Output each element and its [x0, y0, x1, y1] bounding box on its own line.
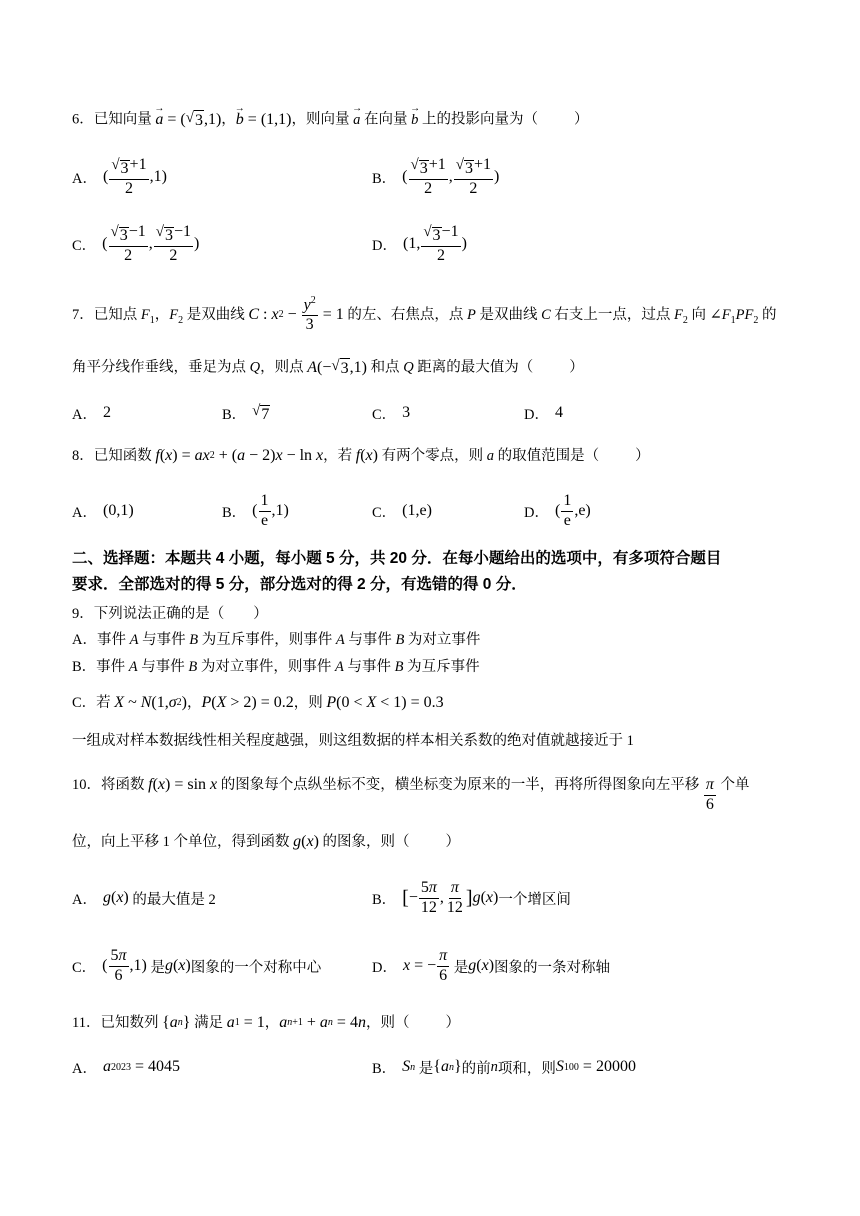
question-9-option-a[interactable]: A．事件 A 与事件 B 为互斥事件，则事件 A 与事件 B 为对立事件: [72, 632, 481, 648]
question-6-options-row2: [72, 224, 792, 264]
question-10-stem-line1: 10．将函数 f ( x ) = sin x 的图象每个点纵坐标不变，横坐标变为原来的一半，再将所得图象向左平移 $\frac{\pi}{6}$ 个单: [72, 776, 750, 813]
question-10-option-a[interactable]: A． g ( x ) 的最大值是 2: [72, 889, 216, 908]
question-6-option-d[interactable]: D． (1, √ 3 −1 2 ): [372, 222, 467, 264]
question-11-option-a[interactable]: A． a 2023 = 4045: [72, 1058, 181, 1077]
question-10-options-row2: [72, 944, 792, 988]
question-9-option-d[interactable]: 一组成对样本数据线性相关程度越强，则这组数据的样本相关系数的绝对值就越接近于 1: [72, 733, 634, 749]
section-2-heading: [72, 546, 792, 598]
question-8-option-d[interactable]: D． ( $\frac{1}{e}$ ,e): [524, 491, 591, 529]
question-8-stem: 8．已知函数 f ( x ) = ax 2 + ( a − 2) x − ln x ，若 f ( x ) 有两个零点，则 a 的取值范围是（ ）: [72, 447, 650, 464]
question-10-option-c[interactable]: C． ( $\frac{5\pi}{6}$ ,1) 是 g ( x ) 图象的一个对称中心: [72, 946, 322, 984]
question-11-option-b[interactable]: B． S n 是 { a n } 的前 n 项和，则 S 100 = 20000: [372, 1058, 636, 1077]
question-7-option-c[interactable]: C． 3: [372, 404, 411, 423]
question-6-stem: 6．已知向量 → a = ( √ 3 ,1)， → b = (1,1)，则向量 → a 在向量 → b 上的投影向量为（ ）: [72, 108, 588, 131]
question-7-stem-line2: 角平分线作垂线，垂足为点 Q，则点 A (− √ 3 ,1) 和点 Q 距离的最大值为（ ）: [72, 358, 584, 377]
question-10-option-b[interactable]: B． [ − $\frac{5\pi}{12}$ , $\frac{\pi}{12}$ ] g ( x ) 一个增区间: [372, 878, 571, 916]
question-8-option-a[interactable]: A． (0,1): [72, 502, 134, 521]
question-7-option-d[interactable]: D． 4: [524, 404, 563, 423]
question-8-option-b[interactable]: B． ( $\frac{1}{e}$ ,1): [222, 491, 289, 529]
question-6-option-c[interactable]: C． ( √ 3 −1 2 , √ 3 −1 2 ): [72, 222, 200, 264]
question-7-options: [72, 398, 792, 428]
question-10-options-row1: [72, 876, 792, 920]
question-6-options-row1: [72, 157, 792, 197]
question-6-option-a[interactable]: A． ( √ 3 +1 2 ,1): [72, 155, 167, 197]
section-2-heading-line2: 要求．全部选对的得 5 分，部分选对的得 2 分，有选错的得 0 分．: [72, 576, 527, 593]
question-11-options: [72, 1052, 792, 1082]
question-9-stem: 9．下列说法正确的是（ ）: [72, 606, 268, 622]
question-8-options: [72, 490, 792, 532]
section-2-heading-line1: 二、选择题：本题共 4 小题，每小题 5 分，共 20 分．在每小题给出的选项中，有多项符合题目: [72, 550, 722, 567]
question-7-option-a[interactable]: A． 2: [72, 404, 111, 423]
question-10-option-d[interactable]: D． x = − $\frac{\pi}{6}$ 是 g ( x ) 图象的一条对称轴: [372, 946, 611, 984]
question-7-option-b[interactable]: B． √ 7: [222, 402, 270, 423]
question-6-option-b[interactable]: B． ( √ 3 +1 2 , √ 3 +1 2 ): [372, 155, 500, 197]
question-8-option-c[interactable]: C． (1,e): [372, 502, 432, 521]
question-11-stem: 11．已知数列 { a n } 满足 a 1 = 1， a n+1 + a n = 4 n ，则（ ）: [72, 1014, 460, 1031]
question-9-option-b[interactable]: B．事件 A 与事件 B 为对立事件，则事件 A 与事件 B 为互斥事件: [72, 659, 480, 675]
question-7-stem-line1: 7．已知点 $F_1$，$F_2$ 是双曲线 C : x 2 − $\frac{y^2}{3}$ = 1 的左、右焦点，点 P 是双曲线 C 右支上一点，过点 $F_2$ 向 $\angle F_1PF_2$ 的: [72, 295, 777, 334]
question-10-stem-line2: 位，向上平移 1 个单位，得到函数 g ( x ) 的图象，则（ ）: [72, 833, 461, 850]
question-9-option-c[interactable]: C．若 X ~ N (1, σ 2 )， P ( X > 2) = 0.2，则 P (0 < X < 1) = 0.3: [72, 694, 444, 711]
